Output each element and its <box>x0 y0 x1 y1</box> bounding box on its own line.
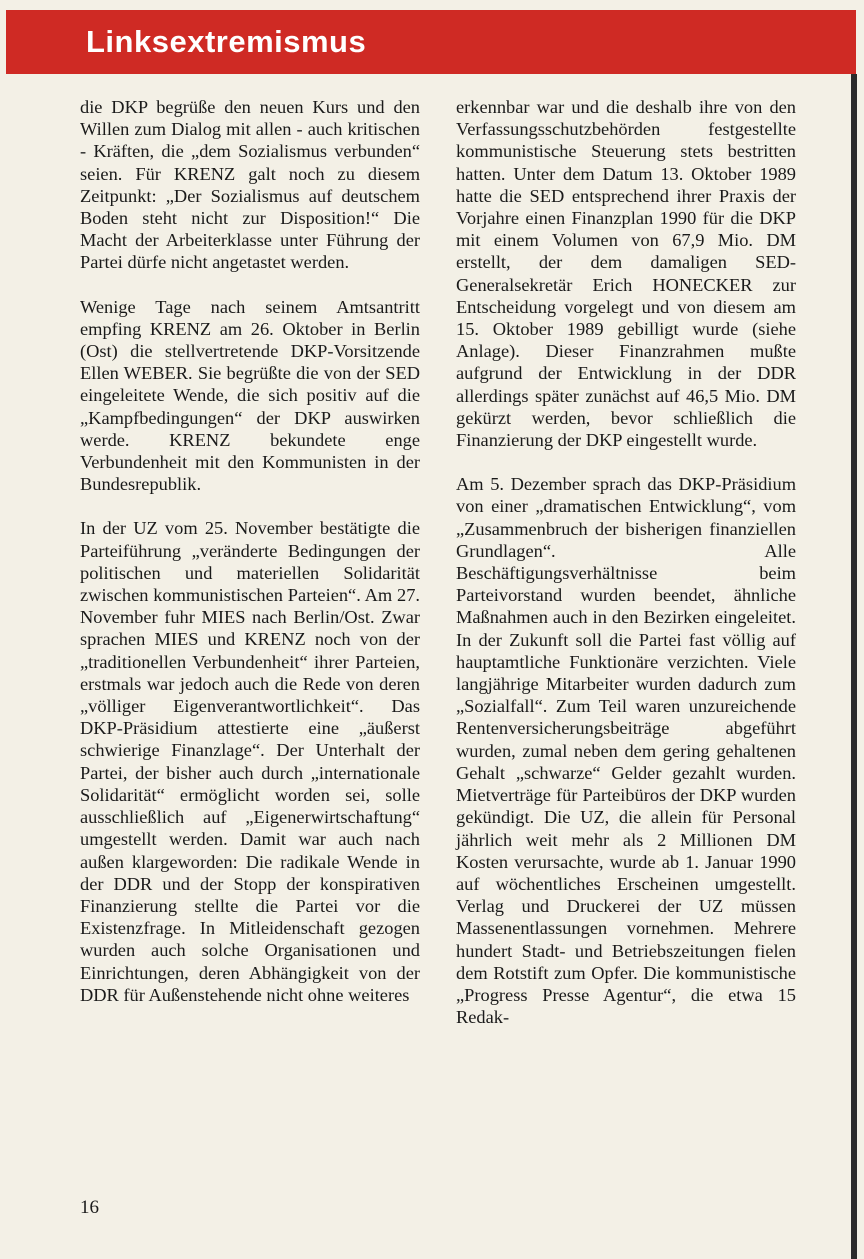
paragraph: Wenige Tage nach seinem Amtsantritt empfing KRENZ am 26. Oktober in Berlin (Ost) die stellvertretende DKP-Vorsitzende Ellen WEBER. Sie begrüßte die von der SED eingeleitete Wende, die sich positiv auf die „Kampfbedingungen“ der DKP auswirken werde. KRENZ bekundete enge Verbundenheit mit den Kommunisten in der Bundesrepublik. <box>80 296 420 495</box>
text-column-right <box>456 96 796 1028</box>
paragraph: erkennbar war und die deshalb ihre von den Verfassungsschutzbehörden festgestellte kommunistische Steuerung stets bestritten hatten. Unter dem Datum 13. Oktober 1989 hatte die SED entsprechend ihrer Praxis der Vorjahre einen Finanzplan 1990 für die DKP mit einem Volumen von 67,9 Mio. DM erstellt, der dem damaligen SED-Generalsekretär Erich HONECKER zur Entscheidung vorgelegt und von diesem am 15. Oktober 1989 gebilligt wurde (siehe Anlage). Dieser Finanzrahmen mußte aufgrund der Entwicklung in der DDR allerdings später zunächst auf 46,5 Mio. DM gekürzt werden, bevor schließlich die Finanzierung der DKP eingestellt wurde. <box>456 97 796 451</box>
section-title: Linksextremismus <box>86 24 367 59</box>
paragraph: die DKP begrüße den neuen Kurs und den Willen zum Dialog mit allen - auch kritischen - Kräften, die „dem Sozialismus verbunden“ seien. Für KRENZ galt noch zu diesem Zeitpunkt: „Der Sozialismus auf deutschem Boden steht nicht zur Disposition!“ Die Macht der Arbeiterklasse unter Führung der Partei dürfe nicht angetastet werden. <box>80 97 420 273</box>
paragraph: In der UZ vom 25. November bestätigte die Parteiführung „veränderte Bedingungen der politischen und materiellen Solidarität zwischen kommunistischen Parteien“. Am 27. November fuhr MIES nach Berlin/Ost. Zwar sprachen MIES und KRENZ noch von der „traditionellen Verbundenheit“ ihrer Parteien, erstmals war jedoch auch die Rede von deren „völliger Eigenverantwortlichkeit“. Das DKP-Präsidium attestierte eine „äußerst schwierige Finanzlage“. Der Unterhalt der Partei, der bisher auch durch „internationale Solidarität“ ermöglicht worden sei, solle ausschließlich auf „Eigenerwirtschaftung“ umgestellt werden. Damit war auch nach außen klargeworden: Die radikale Wende in der DDR und der Stopp der konspirativen Finanzierung stellte die Partei vor die Existenzfrage. In Mitleidenschaft gezogen wurden auch solche Organisationen und Einrichtungen, deren Abhängigkeit von der DDR für Außenstehende nicht ohne weiteres <box>80 518 420 1005</box>
page-edge-bar <box>851 74 857 1259</box>
page-number: 16 <box>80 1197 99 1218</box>
page-header-band <box>6 10 856 74</box>
paragraph: Am 5. Dezember sprach das DKP-Präsidium von einer „dramatischen Entwicklung“, vom „Zusammenbruch der bisherigen finanziellen Grundlagen“. Alle Beschäftigungsverhältnisse beim Parteivorstand wurden beendet, ähnliche Maßnahmen auch in den Bezirken eingeleitet. In der Zukunft soll die Partei fast völlig auf hauptamtliche Funktionäre verzichten. Viele langjährige Mitarbeiter wurden dadurch zum „Sozialfall“. Zum Teil waren unzureichende Rentenversicherungsbeiträge abgeführt wurden, zumal neben dem gering gehaltenen Gehalt „schwarze“ Gelder gezahlt wurden. Mietverträge für Parteibüros der DKP wurden gekündigt. Die UZ, die allein für Personal jährlich weit mehr als 2 Millionen DM Kosten verursachte, wurde ab 1. Januar 1990 auf wöchentliches Erscheinen umgestellt. Verlag und Druckerei der UZ müssen Massenentlassungen vornehmen. Mehrere hundert Stadt- und Betriebszeitungen fielen dem Rotstift zum Opfer. Die kommunistische „Progress Presse Agentur“, die etwa 15 Redak- <box>456 474 796 1028</box>
text-column-left <box>80 96 420 1006</box>
